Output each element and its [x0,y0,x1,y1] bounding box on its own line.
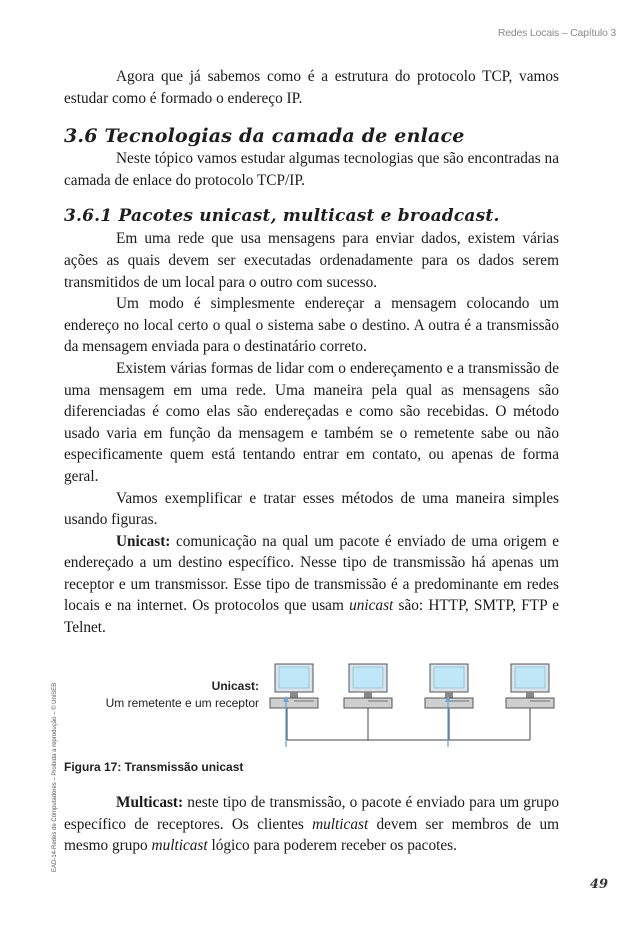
figure-caption: Figura 17: Transmissão unicast [64,760,244,774]
page-number: 49 [589,877,608,892]
multicast-term: Multicast: [116,794,184,811]
computer-icon [270,664,318,708]
unicast-text: comunicação na qual um pacote é enviado de uma origem e endereçado a um destino específico. Nesse tipo de transmissão há apenas um receptor e um transmissor. Esse tipo de transmissão é a predominante em redes locais e na internet. Os protocolos que usam [64,532,559,615]
unicast-italic: unicast [349,597,394,615]
sidebar-copyright: EAD-14-Redes de Computadores – Proibida a reprodução – © UniSEB [52,682,58,872]
section-paragraph: Neste tópico vamos estudar algumas tecnologias que são encontradas na camada de enlace do protocolo TCP/IP. [64,150,559,189]
multicast-section [64,792,559,857]
unicast-end: são: HTTP, SMTP, FTP e Telnet. [64,597,559,637]
body-paragraph: Um modo é simplesmente endereçar a mensagem colocando um endereço no local certo o qual o sistema sabe o destino. A outra é a transmissão da mensagem enviada para o destinatário correto. [64,295,559,356]
multicast-italic: multicast [151,837,208,855]
computer-icon [506,664,554,708]
multicast-paragraph [64,792,559,857]
unicast-term: Unicast: [116,532,171,550]
figure-label-subtitle: Um remetente e um receptor [105,696,259,710]
body-paragraph: Existem várias formas de lidar com o endereçamento e a transmissão de uma mensagem em uma rede. Uma maneira pela qual as mensagens são diferenciadas é como elas são endereçadas e como são recebidas. O método usado varia em função da mensagem e também se o remetente sabe ou não especificamente quem está tentando entrar em contato, ou apenas de forma geral. [64,359,559,485]
running-header: Redes Locais – Capítulo 3 [497,27,616,39]
multicast-text: lógico para poderem receber os pacotes. [207,837,457,855]
body-paragraph: Vamos exemplificar e tratar esses métodos de uma maneira simples usando figuras. [64,489,559,529]
multicast-text: neste tipo de transmissão, o pacote é enviado para um grupo específico de receptores. Os clientes [64,794,559,833]
multicast-italic: multicast [312,815,369,833]
section-title: 3.6 Tecnologias da camada de enlace [64,125,465,148]
intro-paragraph: Agora que já sabemos como é a estrutura do protocolo TCP, vamos estudar como é formado o endereço IP. [64,68,559,107]
subsection-title: 3.6.1 Pacotes unicast, multicast e broadcast. [64,206,500,227]
main-text [64,66,559,639]
unicast-figure [64,652,559,752]
multicast-text: devem ser membros de um mesmo grupo [64,815,559,855]
computer-icon [344,664,392,708]
figure-label-title: Unicast: [211,679,259,693]
body-paragraph: Em uma rede que usa mensagens para enviar dados, existem várias ações as quais devem ser executadas ordenadamente para os dados serem transmitidos de um local para o outro com sucesso. [64,230,559,291]
unicast-paragraph [64,531,559,639]
network-diagram [64,652,559,752]
